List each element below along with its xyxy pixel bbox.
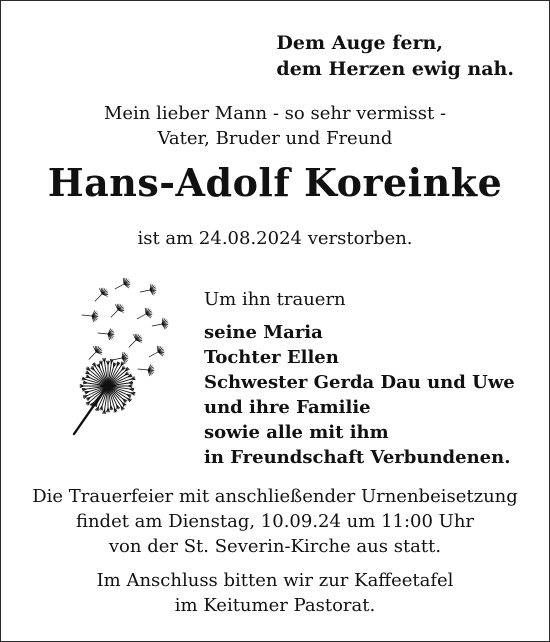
death-line: ist am 24.08.2024 verstorben. <box>137 228 413 249</box>
mourners-lead: Um ihn trauern <box>204 289 346 310</box>
reception-line-1: Im Anschluss bitten wir zur Kaffeetafel <box>96 570 454 591</box>
mourners-block <box>204 287 515 470</box>
mourner-line: Schwester Gerda Dau und Uwe <box>204 372 515 393</box>
deceased-name: Hans-Adolf Koreinke <box>47 160 503 205</box>
service-info <box>0 484 550 559</box>
service-line-3: von der St. Severin-Kirche aus statt. <box>108 536 442 557</box>
mourner-line: seine Maria <box>204 322 323 343</box>
motto-line-2: dem Herzen ewig nah. <box>276 58 514 80</box>
mourner-line: sowie alle mit ihm <box>204 422 389 443</box>
motto <box>276 30 514 82</box>
dandelion-icon <box>62 270 182 440</box>
service-line-1: Die Trauerfeier mit anschließender Urnenbeisetzung <box>32 486 518 507</box>
mourner-line: in Freundschaft Verbundenen. <box>204 447 511 468</box>
reception-info <box>0 568 550 618</box>
intro-line-1: Mein lieber Mann - so sehr vermisst - <box>103 103 447 124</box>
service-line-2: findet am Dienstag, 10.09.24 um 11:00 Uhr <box>75 511 475 532</box>
motto-line-1: Dem Auge fern, <box>276 32 443 54</box>
mourner-line: Tochter Ellen <box>204 347 339 368</box>
mourner-line: und ihre Familie <box>204 397 371 418</box>
intro-line-2: Vater, Bruder und Freund <box>157 128 393 149</box>
intro <box>0 101 550 151</box>
reception-line-2: im Keitumer Pastorat. <box>174 595 376 616</box>
